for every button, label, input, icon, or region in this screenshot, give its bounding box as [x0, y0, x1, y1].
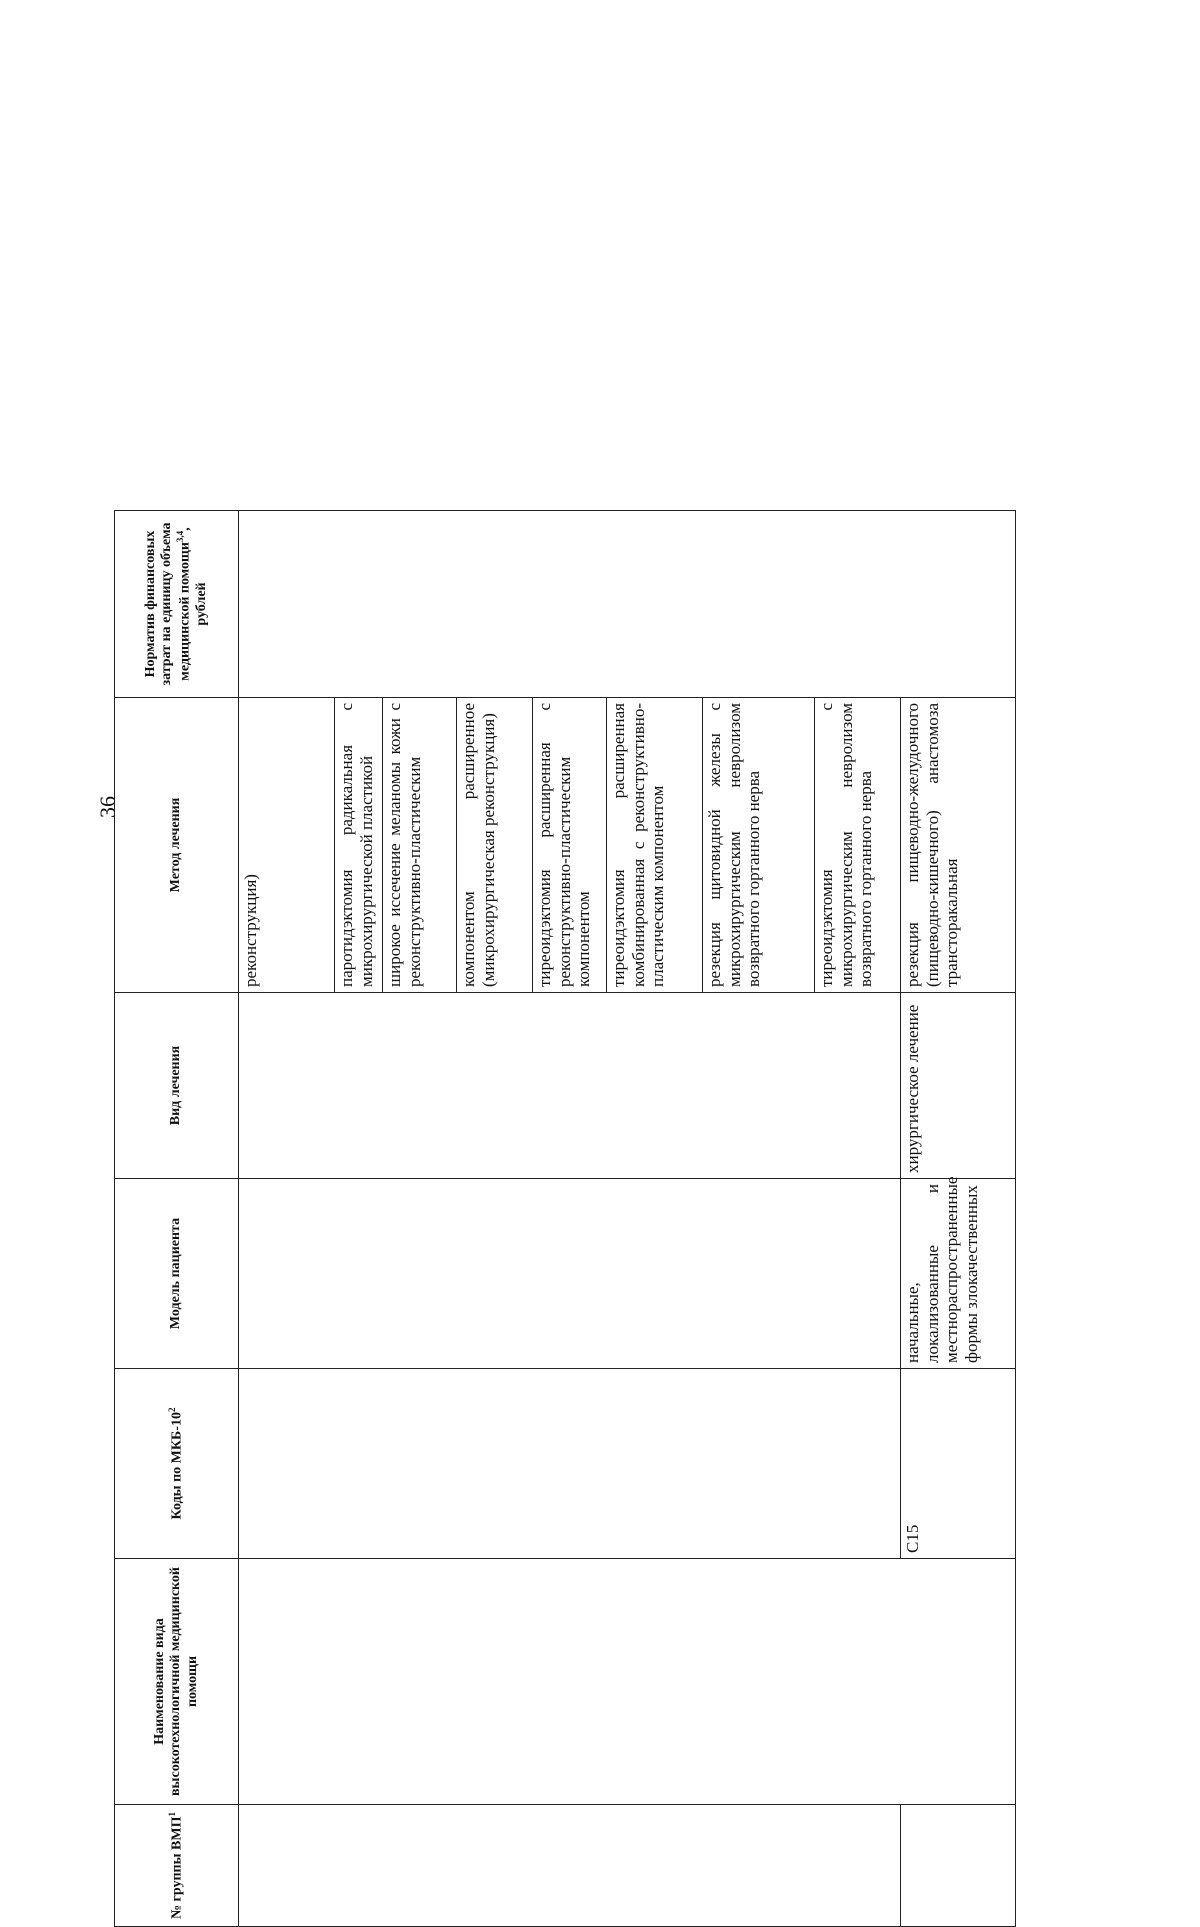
- method-cell: тиреоидэктомия с микрохирургическим невролизом возвратного гортанного нерва: [815, 698, 901, 993]
- method-cell: резекция щитовидной железы с микрохирургическим невролизом возвратного гортанного нерва: [703, 698, 815, 993]
- header-treatment-type: Вид лечения: [115, 993, 239, 1179]
- header-row: [115, 511, 239, 1927]
- icd-code-cell: C15: [901, 1369, 1016, 1559]
- page-number: 36: [95, 796, 120, 818]
- method-cell: тиреоидэктомия расширенная комбинированная с реконструктивно-пластическим компонентом: [607, 698, 703, 993]
- header-patient-model: Модель пациента: [115, 1179, 239, 1369]
- method-cell: широкое иссечение меланомы кожи с реконструктивно-пластическим: [383, 698, 457, 993]
- table-row: [239, 511, 335, 1927]
- header-vmp-name: Наименование вида высокотехнологичной медицинской помощи: [115, 1559, 239, 1805]
- vmp-table: [114, 510, 1016, 1927]
- header-group-number: № группы ВМП$^1$: [115, 1805, 239, 1927]
- method-cell: паротидэктомия радикальная с микрохирургической пластикой: [335, 698, 383, 993]
- header-financial-norm: Норматив финансовых затрат на единицу объема медицинской помощи$^{3,4}$, рублей: [115, 511, 239, 698]
- rotated-table-wrapper: [114, 511, 1016, 1927]
- method-cell: тиреоидэктомия расширенная с реконструктивно-пластическим компонентом: [533, 698, 607, 993]
- treatment-type-cell: хирургическое лечение: [901, 993, 1016, 1179]
- method-cell: компонентом расширенное (микрохирургическая реконструкция): [457, 698, 533, 993]
- method-cell: резекция пищеводно-желудочного (пищеводно-кишечного) анастомоза трансторакальная: [901, 698, 1016, 993]
- method-cell: реконструкция): [239, 698, 335, 993]
- header-icd-codes: Коды по МКБ-$10^2$: [115, 1369, 239, 1559]
- header-treatment-method: Метод лечения: [115, 698, 239, 993]
- patient-model-cell: начальные, локализованные и местнораспространенные формы злокачественных: [901, 1179, 1016, 1369]
